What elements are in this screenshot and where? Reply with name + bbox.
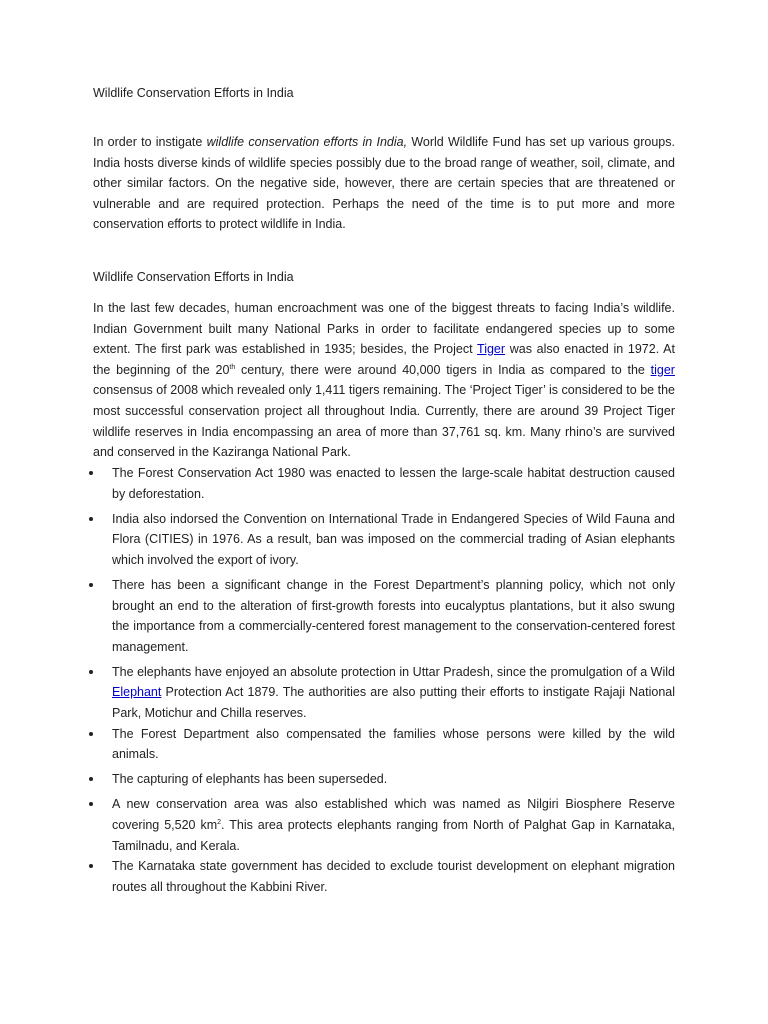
list-item: A new conservation area was also established which was named as Nilgiri Biosphere Reserve covering 5,520 $km^2$. This area protects elephants ranging from North of Palghat Gap in Karnataka, Tamilnadu, and Kerala. bbox=[93, 794, 675, 856]
measures-list bbox=[93, 463, 675, 897]
list-item: India also indorsed the Convention on International Trade in Endangered Species of Wild Fauna and Flora (CITIES) in 1976. As a result, ban was imposed on the commercial trading of Asian elephants which involved the export of ivory. bbox=[93, 509, 675, 571]
tiger-link[interactable]: Tiger bbox=[477, 342, 506, 357]
list-item: The Forest Department also compensated the families whose persons were killed by the wild animals. bbox=[93, 724, 675, 765]
tiger-link-2[interactable]: tiger bbox=[650, 362, 675, 377]
elephant-link[interactable]: Elephant bbox=[112, 685, 162, 700]
bullet-icon bbox=[89, 864, 93, 868]
intro-emphasis: wildlife conservation efforts in India, bbox=[206, 135, 408, 149]
body-paragraph bbox=[93, 298, 675, 463]
list-item: The Forest Conservation Act 1980 was enacted to lessen the large-scale habitat destruction caused by deforestation. bbox=[93, 463, 675, 504]
list-item: The capturing of elephants has been superseded. bbox=[93, 769, 675, 790]
list-item: There has been a significant change in the Forest Department’s planning policy, which not only brought an end to the alteration of first-growth forests into eucalyptus plantations, but it also swung the importance from a commercially-centered forest management to the conservation-centered forest management. bbox=[93, 575, 675, 657]
bullet-icon bbox=[89, 471, 93, 475]
superscript-2: 2 bbox=[217, 818, 222, 826]
body-part-2: was also enacted in 1972. At the beginning of the 20 bbox=[93, 342, 675, 377]
section-heading: Wildlife Conservation Efforts in India bbox=[93, 270, 294, 284]
bullet-icon bbox=[89, 802, 93, 806]
intro-lead: In order to instigate bbox=[93, 135, 203, 149]
bullet-icon bbox=[89, 670, 93, 674]
body-part-4: consensus of 2008 which revealed only 1,411 tigers remaining. The ‘Project Tiger’ is considered to be the most successful conservation project all throughout India. Currently, there are around 39 Project Tiger wildlife reserves in India encompassing an area of more than 37,761 sq. km. Many rhino’s are survived and conserved in the Kaziranga National Park. bbox=[93, 383, 675, 460]
body-part-3: century, there were around 40,000 tigers in India as compared to the bbox=[241, 362, 645, 377]
intro-paragraph bbox=[93, 132, 675, 235]
superscript-th: th bbox=[229, 363, 236, 371]
bullet-icon bbox=[89, 732, 93, 736]
bullet-icon bbox=[89, 583, 93, 587]
bullet-icon bbox=[89, 517, 93, 521]
document-title: Wildlife Conservation Efforts in India bbox=[93, 86, 294, 100]
bullet-icon bbox=[89, 777, 93, 781]
list-item: The elephants have enjoyed an absolute protection in Uttar Pradesh, since the promulgation of a Wild Elephant Protection Act 1879. The authorities are also putting their efforts to instigate Rajaji National Park, Motichur and Chilla reserves. bbox=[93, 662, 675, 724]
list-item: The Karnataka state government has decided to exclude tourist development on elephant migration routes all throughout the Kabbini River. bbox=[93, 856, 675, 897]
intro-rest: World Wildlife Fund has set up various groups. India hosts diverse kinds of wildlife species possibly due to the broad range of weather, soil, climate, and other similar factors. On the negative side, however, there are certain species that are threatened or vulnerable and are required protection. Perhaps the need of the time is to put more and more conservation efforts to protect wildlife in India. bbox=[93, 135, 675, 232]
body-part-1: In the last few decades, human encroachment was one of the biggest threats to facing India’s wildlife. Indian Government built many National Parks in order to facilitate endangered species up to some extent. The first park was established in 1935; besides, the Project bbox=[93, 301, 675, 357]
